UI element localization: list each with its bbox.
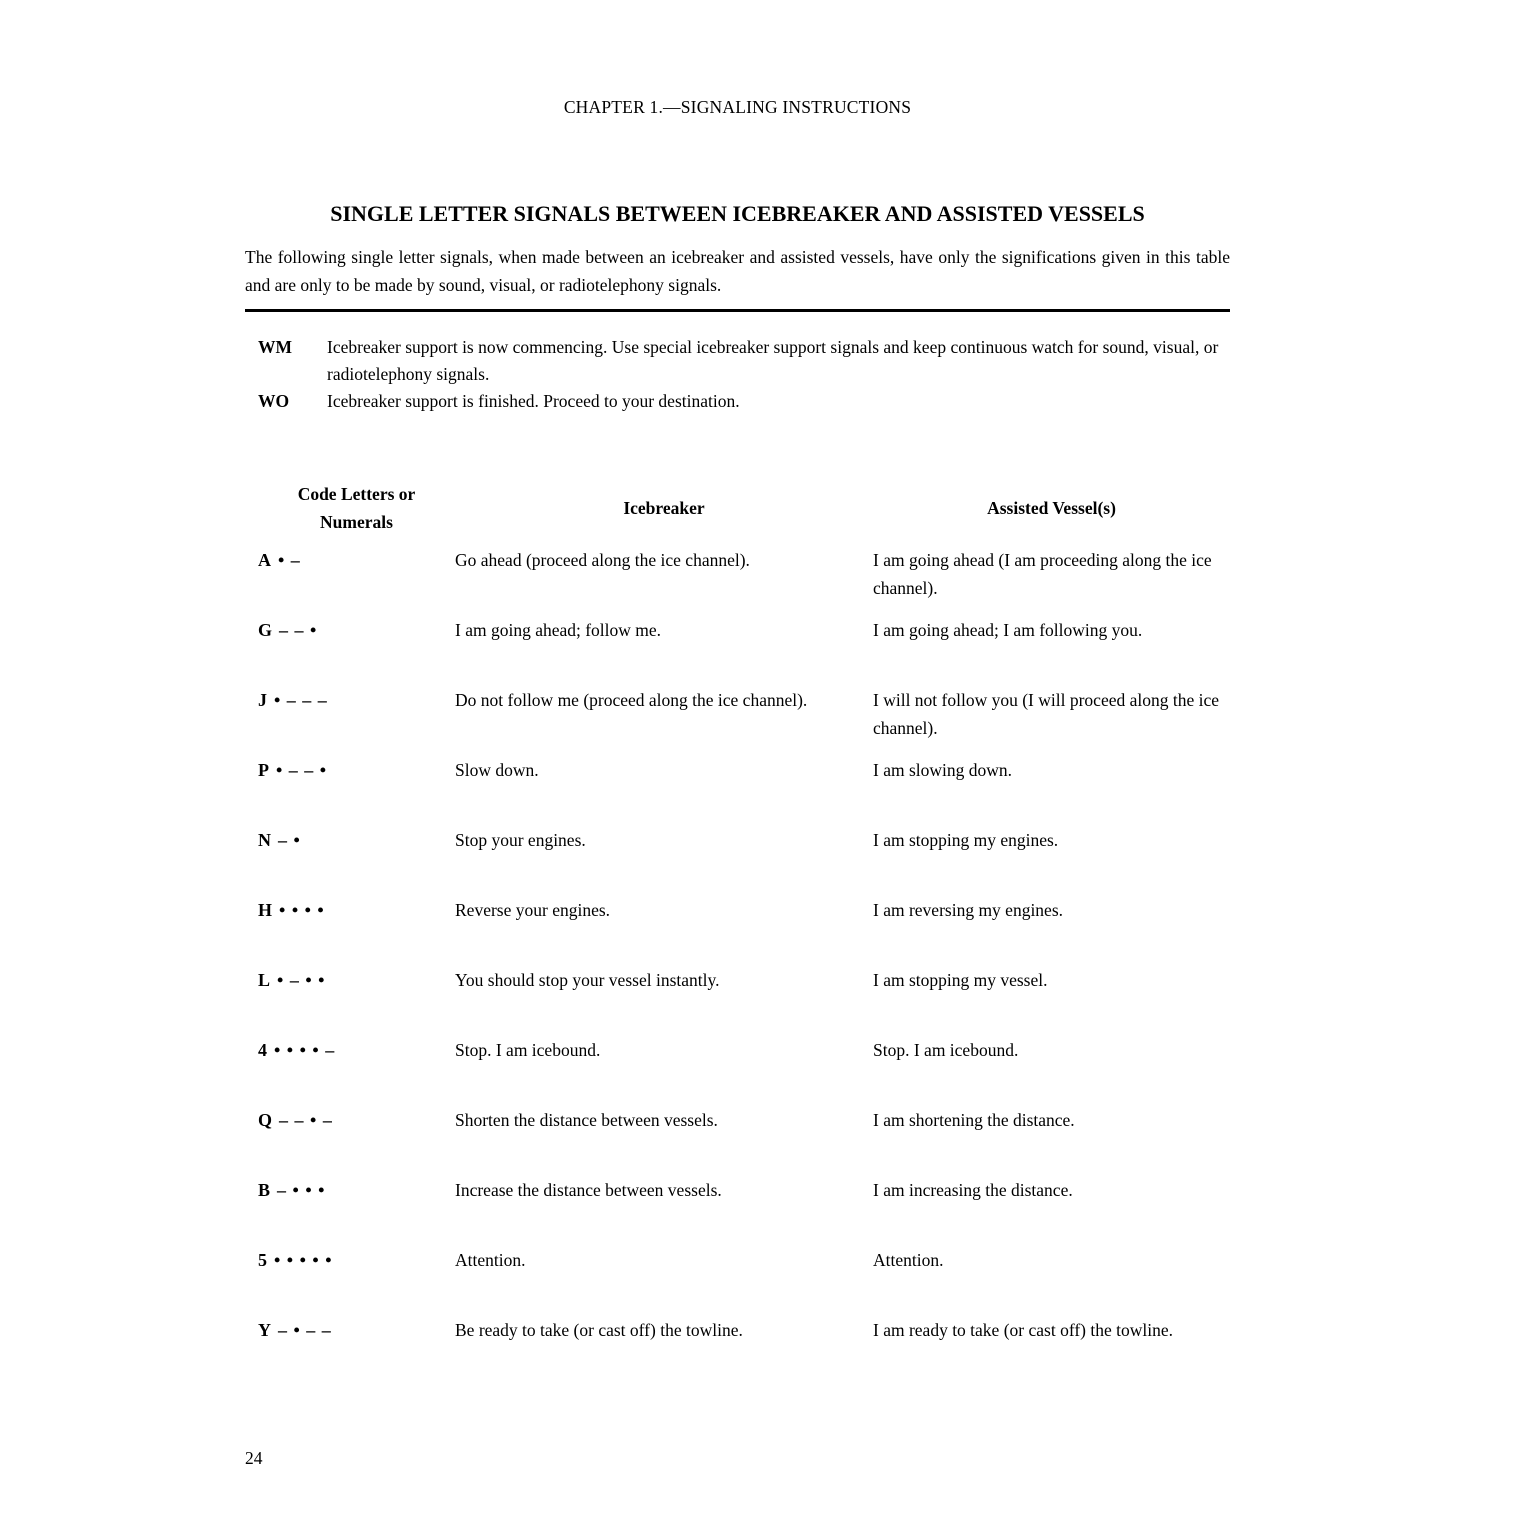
- assisted-vessel-meaning: Attention.: [873, 1250, 944, 1270]
- table-row: [245, 896, 1230, 966]
- assisted-vessel-meaning: Stop. I am icebound.: [873, 1040, 1019, 1060]
- morse-pattern: • – • •: [277, 970, 326, 990]
- code-cell: [258, 966, 455, 994]
- column-header-code: Code Letters or Numerals: [297, 484, 416, 532]
- signal-meaning: Icebreaker support is now commencing. Use special icebreaker support signals and keep continuous watch for sound, visual, or radiotelephony signals.: [327, 337, 1219, 384]
- table-row: [245, 1246, 1230, 1316]
- table-row: [245, 1176, 1230, 1246]
- table-row: [245, 966, 1230, 1036]
- assisted-vessel-meaning: I am increasing the distance.: [873, 1180, 1073, 1200]
- code-cell: [258, 1246, 455, 1274]
- icebreaker-meaning: Go ahead (proceed along the ice channel).: [455, 550, 750, 570]
- signal-meaning: Icebreaker support is finished. Proceed to your destination.: [327, 391, 740, 411]
- table-row: [245, 546, 1230, 616]
- morse-pattern: – – • –: [279, 1110, 333, 1130]
- icebreaker-meaning: You should stop your vessel instantly.: [455, 970, 720, 990]
- code-letter: L: [258, 970, 271, 990]
- table-row: [245, 1106, 1230, 1176]
- assisted-vessel-meaning: I am stopping my vessel.: [873, 970, 1048, 990]
- code-letter: P: [258, 760, 269, 780]
- intro-paragraph: The following single letter signals, when made between an icebreaker and assisted vessels, have only the significations given in this table and are only to be made by sound, visual, or radiotelephony signals.: [245, 247, 1230, 295]
- preliminary-signals: [245, 334, 1230, 415]
- assisted-vessel-meaning: I am stopping my engines.: [873, 830, 1059, 850]
- morse-pattern: • • • •: [279, 900, 325, 920]
- icebreaker-meaning: Stop your engines.: [455, 830, 586, 850]
- icebreaker-meaning: Shorten the distance between vessels.: [455, 1110, 718, 1130]
- code-letter: 4: [258, 1040, 267, 1060]
- code-letter: H: [258, 900, 273, 920]
- code-cell: [258, 1106, 455, 1134]
- horizontal-rule: [245, 309, 1230, 312]
- icebreaker-meaning: Stop. I am icebound.: [455, 1040, 601, 1060]
- morse-pattern: – • • •: [277, 1180, 326, 1200]
- icebreaker-meaning: Do not follow me (proceed along the ice channel).: [455, 690, 808, 710]
- table-row: [245, 1036, 1230, 1106]
- code-cell: [258, 686, 455, 714]
- icebreaker-meaning: Attention.: [455, 1250, 526, 1270]
- code-cell: [258, 616, 455, 644]
- code-letter: Y: [258, 1320, 271, 1340]
- signal-code: WM: [258, 337, 293, 357]
- code-cell: [258, 896, 455, 924]
- code-letter: B: [258, 1180, 271, 1200]
- code-cell: [258, 1036, 455, 1064]
- signal-code: WO: [258, 391, 290, 411]
- table-row: [245, 1316, 1230, 1386]
- column-header-assisted: Assisted Vessel(s): [987, 498, 1116, 518]
- code-letter: Q: [258, 1110, 273, 1130]
- assisted-vessel-meaning: I am going ahead (I am proceeding along the ice channel).: [873, 550, 1212, 598]
- morse-pattern: • • • • –: [274, 1040, 336, 1060]
- morse-pattern: • – – •: [276, 760, 328, 780]
- assisted-vessel-meaning: I am going ahead; I am following you.: [873, 620, 1143, 640]
- assisted-vessel-meaning: I am shortening the distance.: [873, 1110, 1075, 1130]
- morse-pattern: • – – –: [274, 690, 328, 710]
- icebreaker-meaning: Reverse your engines.: [455, 900, 611, 920]
- prelim-signal-wo: [245, 388, 1230, 415]
- code-letter: 5: [258, 1250, 267, 1270]
- morse-pattern: – •: [278, 830, 301, 850]
- code-cell: [258, 1316, 455, 1344]
- code-cell: [258, 1176, 455, 1204]
- code-cell: [258, 756, 455, 784]
- table-header-row: [245, 480, 1230, 536]
- icebreaker-meaning: Increase the distance between vessels.: [455, 1180, 722, 1200]
- morse-pattern: – – •: [279, 620, 318, 640]
- table-row: [245, 616, 1230, 686]
- icebreaker-meaning: Slow down.: [455, 760, 539, 780]
- morse-pattern: • –: [278, 550, 301, 570]
- assisted-vessel-meaning: I will not follow you (I will proceed along the ice channel).: [873, 690, 1220, 738]
- code-letter: N: [258, 830, 271, 850]
- assisted-vessel-meaning: I am ready to take (or cast off) the towline.: [873, 1320, 1173, 1340]
- icebreaker-meaning: I am going ahead; follow me.: [455, 620, 662, 640]
- code-cell: [258, 826, 455, 854]
- code-cell: [258, 546, 455, 574]
- code-letter: A: [258, 550, 271, 570]
- morse-pattern: • • • • •: [274, 1250, 333, 1270]
- page-number: 24: [245, 1448, 263, 1468]
- icebreaker-meaning: Be ready to take (or cast off) the towline.: [455, 1320, 743, 1340]
- table-row: [245, 756, 1230, 826]
- code-letter: J: [258, 690, 267, 710]
- prelim-signal-wm: [245, 334, 1230, 388]
- signals-table-body: [245, 546, 1230, 1386]
- table-row: [245, 826, 1230, 896]
- table-row: [245, 686, 1230, 756]
- morse-pattern: – • – –: [278, 1320, 332, 1340]
- chapter-header: CHAPTER 1.—SIGNALING INSTRUCTIONS: [563, 97, 912, 117]
- section-title: SINGLE LETTER SIGNALS BETWEEN ICEBREAKER AND ASSISTED VESSELS: [330, 201, 1145, 226]
- column-header-icebreaker: Icebreaker: [623, 498, 705, 518]
- assisted-vessel-meaning: I am slowing down.: [873, 760, 1013, 780]
- assisted-vessel-meaning: I am reversing my engines.: [873, 900, 1064, 920]
- code-letter: G: [258, 620, 273, 640]
